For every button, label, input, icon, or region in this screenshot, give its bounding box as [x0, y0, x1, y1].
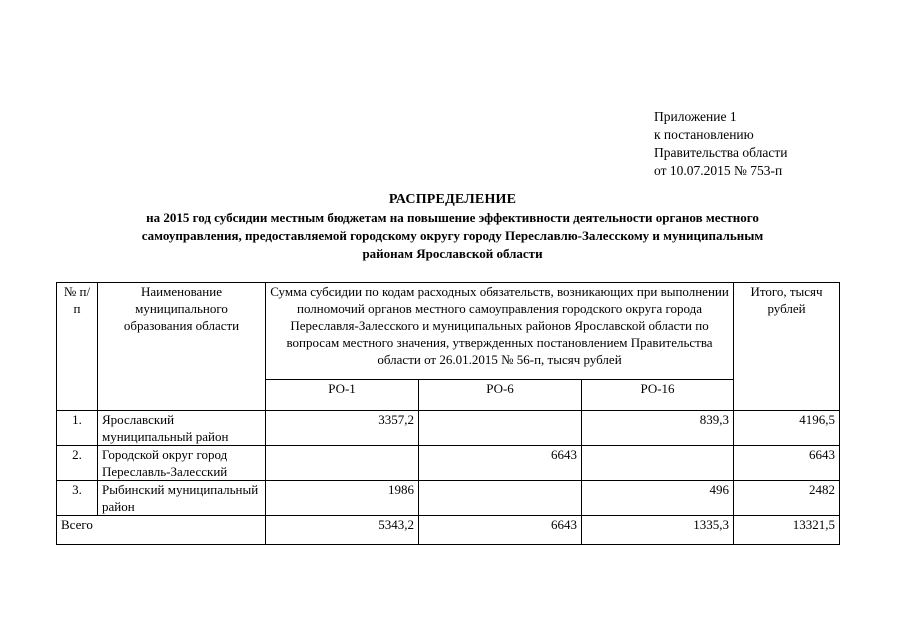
- row-total: 4196,5: [734, 411, 840, 446]
- row-ro1: 1986: [266, 481, 419, 516]
- row-name: Рыбинский муниципальный район: [98, 481, 266, 516]
- table-row: [57, 411, 840, 446]
- row-ro6: 6643: [419, 446, 582, 481]
- row-num: 1.: [57, 411, 98, 446]
- row-ro6: [419, 481, 582, 516]
- total-ro1: 5343,2: [266, 516, 419, 545]
- appendix-line-1: Приложение 1: [654, 109, 737, 124]
- row-ro1: [266, 446, 419, 481]
- title-line-2: самоуправления, предоставляемой городскому округу городу Переславлю-Залесскому и муниципальным: [141, 228, 764, 243]
- row-ro1: 3357,2: [266, 411, 419, 446]
- distribution-table: [56, 282, 840, 545]
- row-name: Городской округ город Переславль-Залесский: [98, 446, 266, 481]
- title-line-1: на 2015 год субсидии местным бюджетам на повышение эффективности деятельности органов местного: [146, 210, 759, 225]
- table-header-row: [57, 283, 840, 380]
- table-total-row: [57, 516, 840, 545]
- total-ro6: 6643: [419, 516, 582, 545]
- appendix-line-4: от 10.07.2015 № 753-п: [654, 163, 783, 178]
- document-title: [60, 191, 845, 263]
- title-line-3: районам Ярославской области: [362, 246, 543, 261]
- title-main: РАСПРЕДЕЛЕНИЕ: [388, 192, 517, 207]
- appendix-line-3: Правительства области: [654, 145, 788, 160]
- row-ro6: [419, 411, 582, 446]
- header-total: Итого, тысяч рублей: [734, 283, 840, 411]
- header-code-ro1: РО-1: [266, 380, 419, 411]
- appendix-block: [654, 108, 787, 180]
- header-code-ro16: РО-16: [582, 380, 734, 411]
- table-row: [57, 446, 840, 481]
- total-ro16: 1335,3: [582, 516, 734, 545]
- row-total: 6643: [734, 446, 840, 481]
- row-num: 2.: [57, 446, 98, 481]
- row-num: 3.: [57, 481, 98, 516]
- row-name: Ярославский муниципальный район: [98, 411, 266, 446]
- appendix-line-2: к постановлению: [654, 127, 754, 142]
- total-total: 13321,5: [734, 516, 840, 545]
- row-total: 2482: [734, 481, 840, 516]
- header-name: Наименование муниципального образования области: [98, 283, 266, 411]
- header-num: № п/п: [57, 283, 98, 411]
- header-sum: Сумма субсидии по кодам расходных обязательств, возникающих при выполнении полномочий органов местного самоуправления городского округа города Переславля-Залесского и муниципальных районов Ярославской области по вопросам местного значения, утвержденных постановлением Правительства области от 26.01.2015 № 56-п, тысяч рублей: [266, 283, 734, 380]
- header-code-ro6: РО-6: [419, 380, 582, 411]
- table-row: [57, 481, 840, 516]
- row-ro16: 496: [582, 481, 734, 516]
- row-ro16: 839,3: [582, 411, 734, 446]
- total-label: Всего: [57, 516, 266, 545]
- row-ro16: [582, 446, 734, 481]
